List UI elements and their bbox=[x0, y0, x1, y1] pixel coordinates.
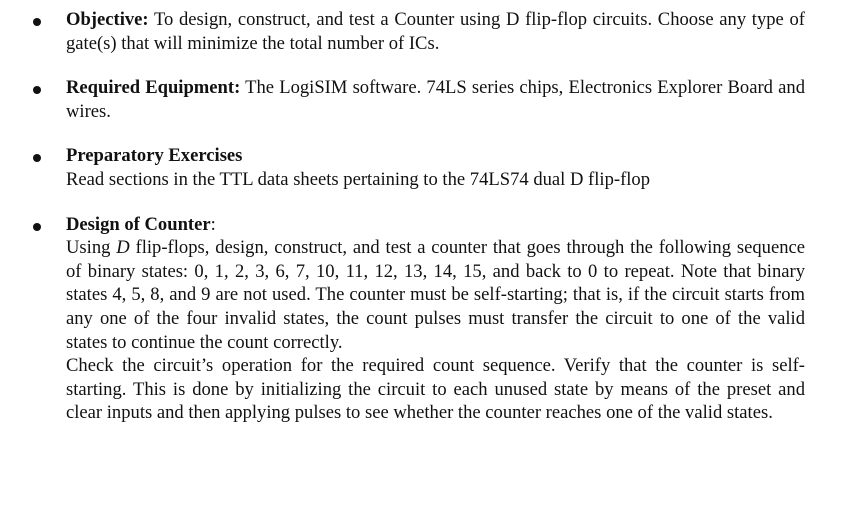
objective-text: To design, construct, and test a Counter using D flip-flop circuits. Choose any type of gate(s) that will minimize the total number of ICs. bbox=[66, 9, 805, 54]
preparatory-item bbox=[0, 144, 865, 191]
design-paragraph-1 bbox=[66, 236, 805, 354]
preparatory-label: Preparatory Exercises bbox=[66, 145, 243, 167]
design-p1-em: D bbox=[116, 237, 130, 259]
bullet-icon bbox=[33, 223, 41, 231]
bullet-icon bbox=[33, 86, 41, 94]
design-label: Design of Counter bbox=[66, 213, 211, 235]
equipment-paragraph bbox=[66, 76, 805, 123]
design-heading bbox=[66, 213, 805, 237]
equipment-text: The LogiSIM software. 74LS series chips, Electronics Explorer Board and wires. bbox=[66, 77, 805, 122]
preparatory-heading bbox=[66, 144, 805, 168]
design-paragraph-2: Check the circuit’s operation for the required count sequence. Verify that the counter is self-starting. This is done by initializing the circuit to each unused state by means of the preset and clear inputs and then applying pulses to see whether the counter reaches one of the valid states. bbox=[66, 355, 805, 424]
equipment-label: Required Equipment: bbox=[66, 77, 241, 99]
bullet-icon bbox=[33, 154, 41, 162]
design-p1-pre: Using bbox=[66, 237, 117, 259]
design-item bbox=[0, 213, 865, 425]
bullet-icon bbox=[33, 18, 41, 26]
objective-label: Objective: bbox=[66, 9, 149, 30]
equipment-item bbox=[0, 76, 865, 123]
preparatory-text: Read sections in the TTL data sheets pertaining to the 74LS74 dual D flip-flop bbox=[66, 168, 651, 190]
design-colon: : bbox=[210, 213, 216, 235]
objective-item bbox=[0, 8, 865, 55]
document-page bbox=[0, 8, 865, 425]
design-p1-post: flip-flops, design, construct, and test a counter that goes through the following sequence of binary states: 0, 1, 2, 3, 6, 7, 10, 11, 12, 13, 14, 15, and back to 0 to repeat. Note that binary states 4, 5, 8, and 9 are not used. The counter must be self-starting; that is, if the circuit starts from any one of the four invalid states, the count pulses must transfer the circuit to one of the valid states to continue the count correctly. bbox=[66, 237, 805, 353]
objective-paragraph bbox=[66, 8, 805, 55]
